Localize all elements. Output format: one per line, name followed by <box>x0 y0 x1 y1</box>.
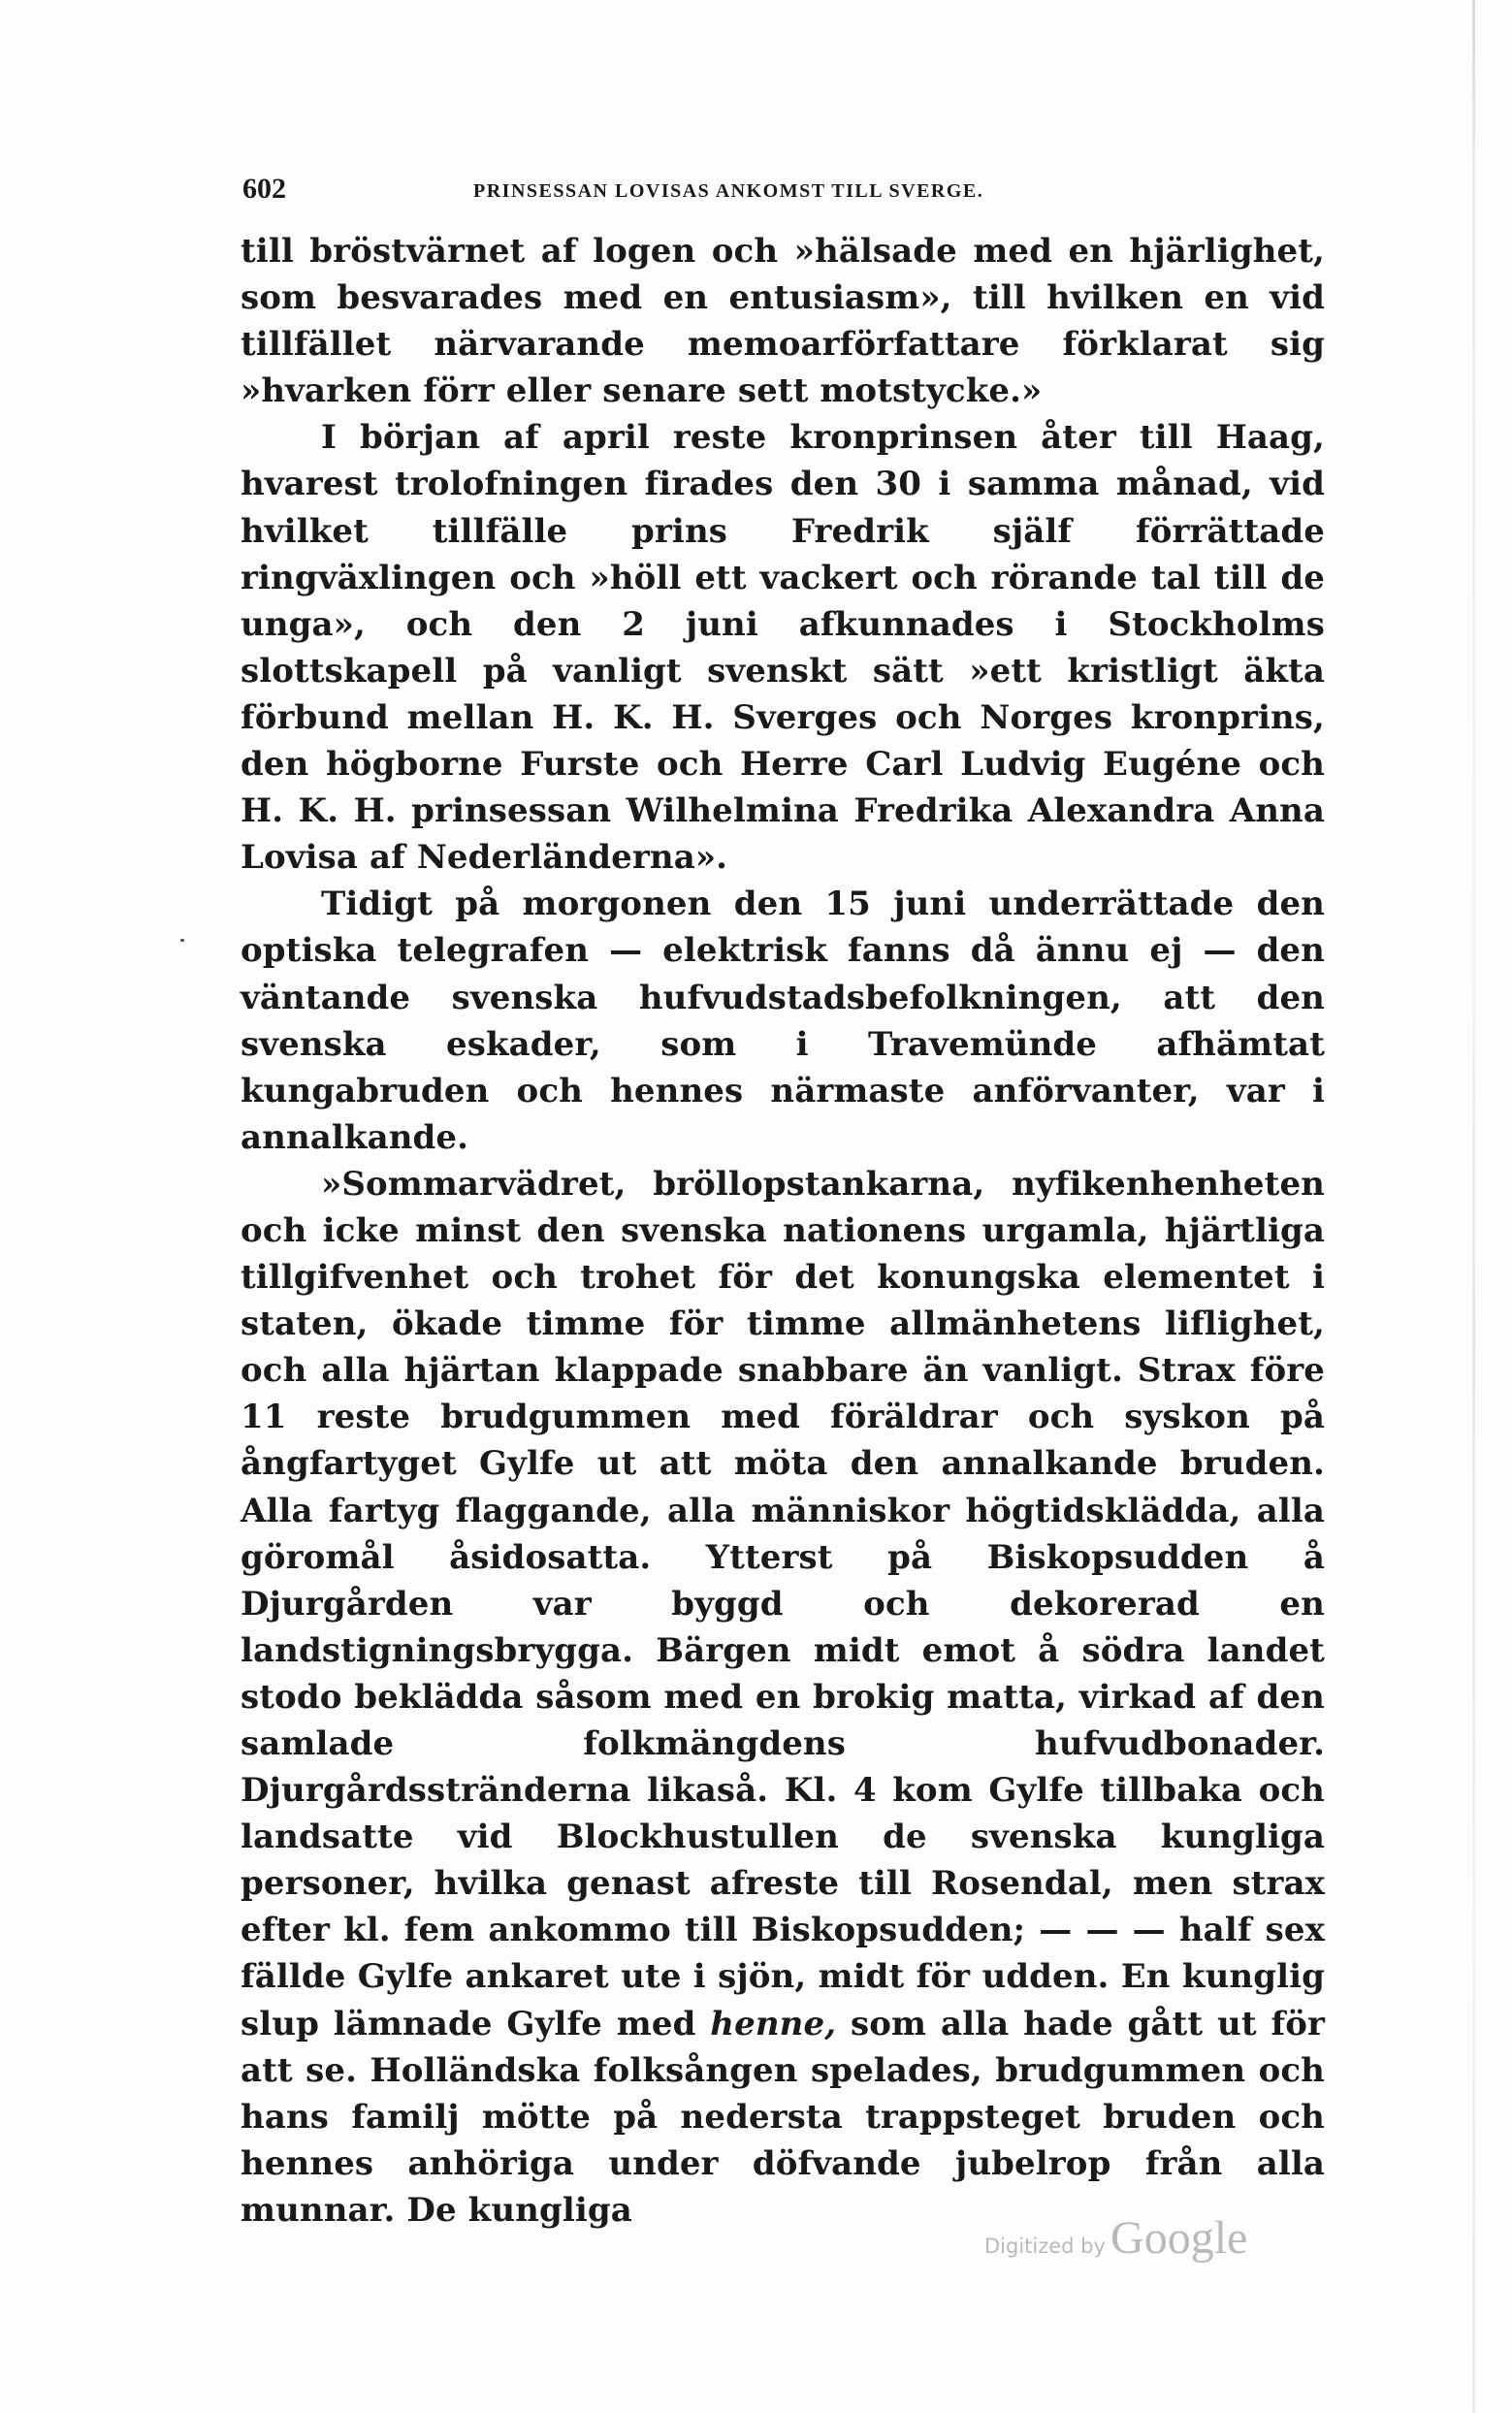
body-text <box>241 228 1325 2234</box>
stray-ink-mark <box>180 939 184 942</box>
paragraph-4 <box>241 1161 1325 2234</box>
paragraph-3: Tidigt på morgonen den 15 juni underrättade den optiska telegrafen — elektrisk fanns då ännu ej — den väntande svenska hufvudstadsbefolkningen, att den svenska eskader, som i Travemünde afhämtat kungabruden och hennes närmaste anförvanter, var i annalkande. <box>241 885 1325 1157</box>
google-logo-text: Google <box>1110 2212 1248 2264</box>
digitized-by-watermark <box>984 2211 1247 2279</box>
running-title: PRINSESSAN LOVISAS ANKOMST TILL SVERGE. <box>473 180 984 202</box>
paragraph-4-part-2: som alla hade gått ut för att se. Holländska folksången spelades, brudgummen och hans familj mötte på nedersta trappsteget bruden och hennes anhöriga under döfvande jubelrop från alla munnar. De kungliga <box>241 2004 1325 2230</box>
paragraph-1: till bröstvärnet af logen och »hälsade med en hjärlighet, som besvarades med en entusiasm», till hvilken en vid tillfället närvarande memoarförfattare förklarat sig »hvarken förr eller senare sett motstycke.» <box>241 232 1325 411</box>
scan-edge-line <box>1472 0 1475 2413</box>
paragraph-4-part-1: »Sommarvädret, bröllopstankarna, nyfikenhenheten och icke minst den svenska nationens urgamla, hjärtliga tillgifvenhet och trohet för det konungska elementet i staten, ökade timme för timme allmänhetens liflighet, och alla hjärtan klappade snabbare än vanligt. Strax före 11 reste brudgummen med föräldrar och syskon på ångfartyget Gylfe ut att möta den annalkande bruden. Alla fartyg flaggande, alla människor högtidsklädda, alla göromål åsidosatta. Ytterst på Biskopsudden å Djurgården var byggd och dekorerad en landstigningsbrygga. Bärgen midt emot å södra landet stodo beklädda såsom med en brokig matta, virkad af den samlade folkmängdens hufvudbonader. Djurgårdsstränderna likaså. Kl. 4 kom Gylfe tillbaka och landsatte vid Blockhustullen de svenska kungliga personer, hvilka genast afreste till Rosendal, men strax efter kl. fem ankommo till Biskopsudden; — — — half sex fällde Gylfe ankaret ute i sjön, midt för udden. En kunglig slup lämnade Gylfe med <box>241 1164 1325 2043</box>
paragraph-2: I början af april reste kronprinsen åter till Haag, hvarest trolofningen firades den 30 i samma månad, vid hvilket tillfälle prins Fredrik själf förrättade ringväxlingen och »höll ett vackert och rörande tal till de unga», och den 2 juni afkunnades i Stockholms slottskapell på vanligt svenskt sätt »ett kristligt äkta förbund mellan H. K. H. Sverges och Norges kronprins, den högborne Furste och Herre Carl Ludvig Eugéne och H. K. H. prinsessan Wilhelmina Fredrika Alexandra Anna Lovisa af Nederländerna». <box>241 418 1325 878</box>
running-header <box>242 173 1319 211</box>
italic-word: henne, <box>710 2004 837 2043</box>
page-number: 602 <box>242 173 286 205</box>
watermark-prefix: Digitized by <box>984 2235 1106 2258</box>
